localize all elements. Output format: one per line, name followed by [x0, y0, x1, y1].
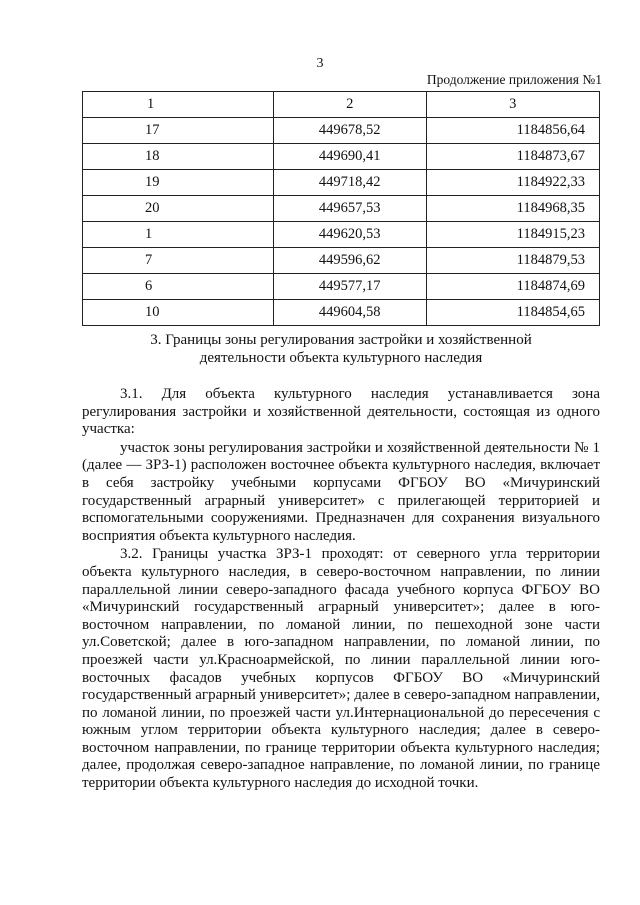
x-coordinate-cell: 449718,42 — [273, 170, 426, 196]
column-header-point: 1 — [83, 92, 274, 118]
x-coordinate-cell: 449577,17 — [273, 274, 426, 300]
table-row — [83, 248, 600, 274]
x-coordinate-cell: 449678,52 — [273, 118, 426, 144]
point-number-cell: 18 — [83, 144, 274, 170]
point-number-cell: 19 — [83, 170, 274, 196]
table-row — [83, 222, 600, 248]
point-number-cell: 6 — [83, 274, 274, 300]
point-number-cell: 7 — [83, 248, 274, 274]
document-body — [82, 386, 600, 793]
table-row — [83, 170, 600, 196]
table-row — [83, 274, 600, 300]
table-row — [83, 118, 600, 144]
point-number-cell: 20 — [83, 196, 274, 222]
appendix-continuation-note: Продолжение приложения №1 — [426, 72, 602, 87]
coordinates-table — [82, 91, 600, 326]
point-number-cell: 1 — [83, 222, 274, 248]
point-number-cell: 10 — [83, 300, 274, 326]
paragraph-3-2: 3.2. Границы участка ЗРЗ-1 проходят: от северного угла территории объекта культурного наследия, в северо-восточном направлении, по линии параллельной линии северо-западного фасада учебного корпуса ФГБОУ ВО «Мичуринский государственный аграрный университет»; далее в юго-восточном направлении, по ломаной линии, по пешеходной зоне части ул.Советской; далее в юго-западном направлении, по ломаной линии, по проезжей части ул.Красноармейской, по линии параллельной линии юго-восточных фасадов учебных корпусов ФГБОУ ВО «Мичуринский государственный аграрный университет»; далее в северо-западном направлении, по ломаной линии, по проезжей части ул.Интернациональной до пересечения с южным углом территории объекта культурного наследия; далее в северо-восточном направлении, по границе территории объекта культурного наследия; далее, продолжая северо-западное направление, по ломаной линии, по границе территории объекта культурного наследия до исходной точки. — [82, 546, 600, 792]
table-row — [83, 144, 600, 170]
table-row — [83, 300, 600, 326]
y-coordinate-cell: 1184879,53 — [426, 248, 600, 274]
y-coordinate-cell: 1184922,33 — [426, 170, 600, 196]
y-coordinate-cell: 1184915,23 — [426, 222, 600, 248]
x-coordinate-cell: 449604,58 — [273, 300, 426, 326]
column-header-x: 2 — [273, 92, 426, 118]
y-coordinate-cell: 1184873,67 — [426, 144, 600, 170]
table-row — [83, 196, 600, 222]
paragraph-3-1: 3.1. Для объекта культурного наследия устанавливается зона регулирования застройки и хозяйственной деятельности, состоящая из одного участка: — [82, 386, 600, 438]
page-number: 3 — [316, 56, 324, 71]
y-coordinate-cell: 1184856,64 — [426, 118, 600, 144]
point-number-cell: 17 — [83, 118, 274, 144]
y-coordinate-cell: 1184874,69 — [426, 274, 600, 300]
table-header-row — [83, 92, 600, 118]
x-coordinate-cell: 449657,53 — [273, 196, 426, 222]
x-coordinate-cell: 449620,53 — [273, 222, 426, 248]
x-coordinate-cell: 449690,41 — [273, 144, 426, 170]
column-header-y: 3 — [426, 92, 600, 118]
y-coordinate-cell: 1184968,35 — [426, 196, 600, 222]
section-title — [82, 331, 600, 367]
y-coordinate-cell: 1184854,65 — [426, 300, 600, 326]
section-title-line-1: 3. Границы зоны регулирования застройки и хозяйственной — [150, 332, 532, 348]
paragraph-zrz-1-description: участок зоны регулирования застройки и хозяйственной деятельности № 1 (далее — ЗРЗ-1) расположен восточнее объекта культурного наследия, включает в себя застройку учебными корпусами ФГБОУ ВО «Мичуринский государственный аграрный университет» с прилегающей территорией и вспомогательными сооружениями. Предназначен для сохранения визуального восприятия объекта культурного наследия. — [82, 439, 600, 544]
x-coordinate-cell: 449596,62 — [273, 248, 426, 274]
section-title-line-2: деятельности объекта культурного наследия — [199, 350, 483, 366]
